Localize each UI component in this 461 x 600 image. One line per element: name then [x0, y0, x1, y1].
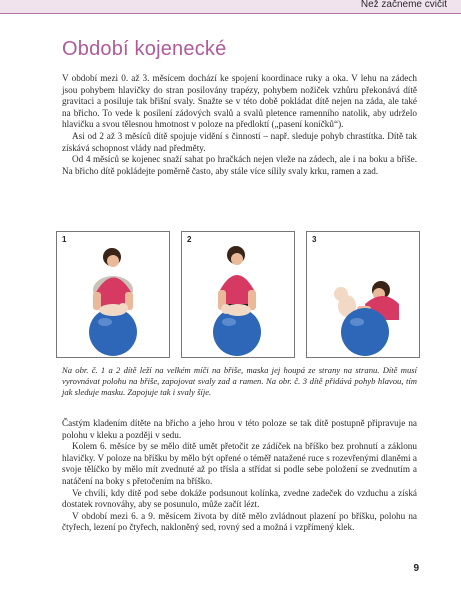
paragraph: Ve chvíli, kdy dítě pod sebe dokáže podsunout kolínka, zvedne zadeček do vzduchu a získá dostatek rovnováhy, aby se posunulo, může začít lézt. [62, 487, 417, 510]
photo-3-illustration [307, 232, 419, 357]
photo-2-illustration [182, 232, 294, 357]
photo-number: 3 [312, 235, 317, 244]
figure-caption: Na obr. č. 1 a 2 dítě leží na velkém míči na břiše, maska jej houpá ze strany na stranu. Dítě musí vyrovnávat polohu na břiše, zapojovat svaly zad a ramen. Na obr. č. 3 dítě přidává pohyb hlavou, tím jak sleduje masku. Zapojuje tak i svaly šíje. [62, 365, 417, 398]
photo-2 [181, 231, 295, 358]
paragraph: Častým kladením dítěte na břicho a jeho hrou v této poloze se tak dítě postupně připravuje na polohu v kleku a později v sedu. [62, 418, 417, 440]
paragraph: Kolem 6. měsíce by se mělo dítě umět přetočit ze zádíček na bříško bez prohnutí a záklonu hlavičky. V poloze na bříšku by mělo být opřené o téměř natažené ruce s rozevřenými dlaněmi a svoje tělíčko by mělo mít zvednuté až po třísla a střídat si podle sebe položení se zvednutím a natáčení na boky s přetočením na bříško. [62, 441, 417, 486]
photo-1-illustration [57, 232, 169, 357]
intro-text-block [62, 73, 417, 177]
photo-strip [56, 231, 418, 358]
chapter-title: Období kojenecké [62, 38, 227, 60]
paragraph: Asi od 2 až 3 měsíců dítě spojuje vidění s činností – např. sleduje pohyb chrastítka. Dítě tak získává schopnost vlády nad předměty. [62, 130, 417, 153]
page-number: 9 [413, 563, 419, 574]
photo-1 [56, 231, 170, 358]
continuation-text-block [62, 418, 417, 534]
paragraph: V období mezi 6. a 9. měsícem života by dítě mělo zvládnout plazení po bříšku, polohu na čtyřech, lezení po čtyřech, nakloněný sed, rovný sed a možná i vzpřímený klek. [62, 510, 417, 533]
photo-number: 1 [62, 235, 67, 244]
running-header-band [0, 0, 461, 14]
running-header-title: Než začneme cvičit [360, 0, 447, 10]
photo-number: 2 [187, 235, 192, 244]
paragraph: V období mezi 0. až 3. měsícem dochází ke spojení koordinace ruky a oka. V lehu na zádech jsou pohybem hlavičky do stran posilovány trapézy, pohybem nožiček vzhůru překonává dítě gravitaci a posiluje tak břišní svaly. Snažte se v této době pokládat dítě nejen na záda, ale také na břicho. To vede k posílení zádových svalů a svalů pletence ramenního natolik, aby udrželo hlavičku a svou tělesnou hmotnost v poloze na předloktí („pasení koníčků“). [62, 73, 417, 130]
paragraph: Od 4 měsíců se kojenec snaží sahat po hračkách nejen vleže na zádech, ale i na boku a břiše. Na břicho dítě pokládejte poměrně často, aby stále více sílily svaly krku, ramen a zad. [62, 154, 417, 176]
photo-3 [306, 231, 420, 358]
